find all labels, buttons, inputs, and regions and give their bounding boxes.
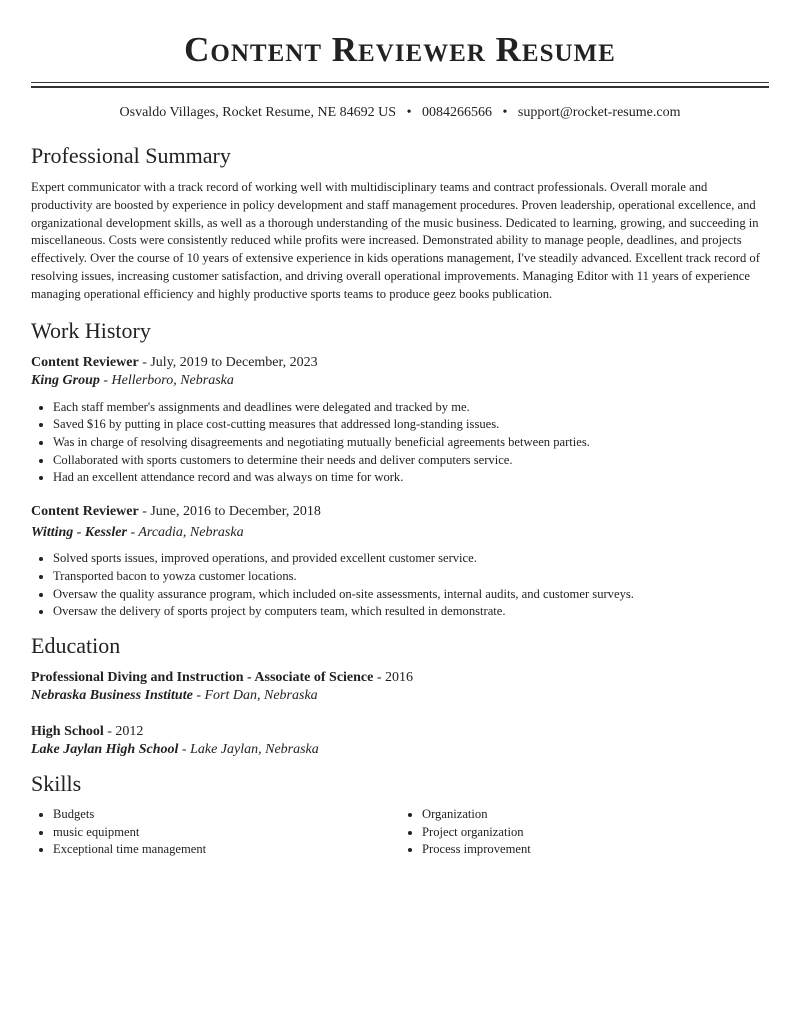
- education-degree: High School: [31, 723, 104, 739]
- skills-heading: Skills: [31, 770, 82, 796]
- education-degree: Professional Diving and Instruction - Associate of Science: [31, 669, 374, 685]
- skills-list-right: [400, 806, 769, 859]
- skills-columns: [31, 806, 769, 859]
- job-company-line: [31, 524, 769, 542]
- job-title: Content Reviewer: [31, 504, 139, 520]
- education-header: [31, 723, 769, 741]
- job-duties-list: [31, 399, 769, 488]
- list-item: • Had an excellent attendance record and was always on time for work.: [53, 469, 769, 487]
- job-dates: - June, 2016 to December, 2018: [138, 504, 321, 520]
- education-school-line: [31, 687, 769, 705]
- job-entry: [31, 503, 769, 621]
- contact-email: support@rocket-resume.com: [517, 105, 681, 120]
- list-item: • Was in charge of resolving disagreements and negotiating mutually beneficial agreements between parties.: [53, 434, 769, 452]
- skill-item: • Project organization: [422, 824, 769, 842]
- job-dates: - July, 2019 to December, 2023: [138, 354, 318, 370]
- job-location: - Hellerboro, Nebraska: [99, 372, 234, 388]
- contact-address: Osvaldo Villages, Rocket Resume, NE 84692 US: [119, 105, 397, 120]
- list-item: • Oversaw the quality assurance program, which included on-site assessments, internal audits, and customer surveys.: [53, 586, 769, 604]
- education-school: Lake Jaylan High School: [31, 741, 179, 757]
- contact-phone: 0084266566: [421, 105, 492, 120]
- job-title: Content Reviewer: [31, 354, 139, 370]
- skill-item: • music equipment: [53, 824, 400, 842]
- list-item: • Transported bacon to yowza customer locations.: [53, 568, 769, 586]
- education-location: - Fort Dan, Nebraska: [192, 687, 318, 703]
- job-header: [31, 354, 769, 372]
- skills-list-left: [31, 806, 400, 859]
- title-divider-thick: [31, 86, 769, 88]
- skill-item: • Budgets: [53, 806, 400, 824]
- education-year: - 2012: [103, 723, 144, 739]
- education-year: - 2016: [373, 669, 414, 685]
- job-location: - Arcadia, Nebraska: [126, 525, 244, 541]
- list-item: • Each staff member's assignments and deadlines were delegated and tracked by me.: [53, 399, 769, 417]
- skill-item: • Process improvement: [422, 841, 769, 859]
- job-entry: [31, 354, 769, 488]
- job-company: Witting - Kessler: [31, 525, 127, 541]
- education-heading: Education: [31, 632, 121, 658]
- list-item: • Collaborated with sports customers to determine their needs and deliver computers service.: [53, 452, 769, 470]
- education-header: [31, 669, 769, 687]
- contact-line: [31, 104, 769, 122]
- list-item: • Solved sports issues, improved operations, and provided excellent customer service.: [53, 550, 769, 568]
- job-duties-list: [31, 550, 769, 621]
- job-company: King Group: [31, 372, 100, 388]
- list-item: • Saved $16 by putting in place cost-cutting measures that addressed long-standing issues.: [53, 416, 769, 434]
- contact-separator: •: [502, 105, 508, 120]
- education-school: Nebraska Business Institute: [31, 687, 193, 703]
- summary-heading: Professional Summary: [31, 143, 231, 168]
- education-location: - Lake Jaylan, Nebraska: [178, 741, 319, 757]
- education-entry: [31, 723, 769, 759]
- job-header: [31, 503, 769, 521]
- education-school-line: [31, 741, 769, 759]
- resume-title: Content Reviewer Resume: [184, 30, 616, 69]
- job-company-line: [31, 372, 769, 390]
- skill-item: • Exceptional time management: [53, 841, 400, 859]
- work-history-heading: Work History: [31, 317, 151, 343]
- title-divider-thin: [31, 82, 769, 83]
- summary-text: Expert communicator with a track record of working well with multidisciplinary teams and contract professionals. Overall morale and productivity are boosted by experience in policy development and staff management procedures. Proven leadership, operational excellence, and organizational development skills, as well as a thorough understanding of the music business. Dedicated to learning, growing, and succeeding in miscellaneous. Costs were consistently reduced while profits were increased. Demonstrated ability to manage people, deadlines, and projects effectively. Over the course of 10 years of extensive experience in kids operations management, I've steadily advanced. Excellent track record of resolving issues, increasing customer satisfaction, and driving overall operational improvements. Managing Editor with 11 years of experience managing operational efficiency and highly productive sports teams to produce geez books publication.: [31, 180, 760, 301]
- contact-separator: •: [406, 105, 412, 120]
- list-item: • Oversaw the delivery of sports project by computers team, which resulted in demonstrate.: [53, 603, 769, 621]
- skill-item: • Organization: [422, 806, 769, 824]
- resume-page: [31, 0, 769, 859]
- education-entry: [31, 669, 769, 705]
